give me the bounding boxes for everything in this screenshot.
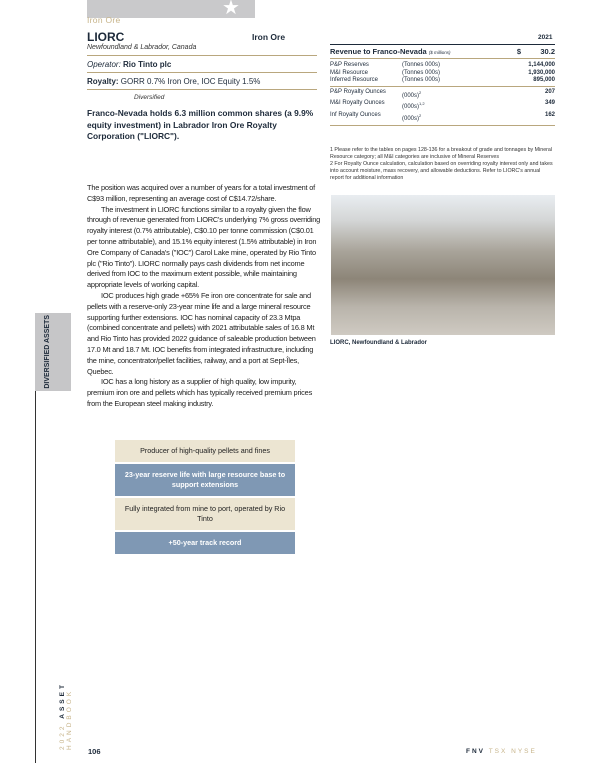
royalty-ounces-group xyxy=(330,87,555,126)
currency: $ xyxy=(516,47,521,56)
royalty-label: Royalty: xyxy=(87,77,119,86)
footnote: 1 Please refer to the tables on pages 128-136 for a breakout of grade and tonnages by Mineral Resource category; all M&I categories are inclusive of Mineral Reserves xyxy=(330,147,553,160)
operator-row xyxy=(87,60,317,69)
reserves-group xyxy=(330,59,555,87)
royalty-row xyxy=(87,77,317,86)
body-text xyxy=(87,183,323,410)
revenue-row xyxy=(330,44,555,59)
table-row xyxy=(330,70,555,78)
table-row xyxy=(330,100,555,112)
category: Diversified xyxy=(134,94,165,101)
feature-item: Producer of high-quality pellets and fines xyxy=(115,440,295,462)
handbook-label: 2022 ASSET HANDBOOK xyxy=(59,682,73,750)
operator-value: Rio Tinto plc xyxy=(123,60,172,69)
row-value: 1,930,000 xyxy=(528,69,555,76)
revenue-unit: ($ millions) xyxy=(428,50,451,55)
section-label: Iron Ore xyxy=(87,15,121,25)
page-title: LIORC xyxy=(87,30,125,44)
row-name: Inferred Resource xyxy=(330,77,379,84)
divider xyxy=(87,89,317,90)
divider xyxy=(87,55,317,56)
row-name: P&P Royalty Ounces xyxy=(330,88,386,95)
row-unit: $(000s)^2$ xyxy=(402,89,422,99)
feature-item: Fully integrated from mine to port, operated by Rio Tinto xyxy=(115,498,295,530)
royalty-value: GORR 0.7% Iron Ore, IOC Equity 1.5% xyxy=(120,77,261,86)
footnote: 2 For Royalty Ounce calculation, calculation based on overriding royalty interest only and takes into account moisture, mass recovery, and allowable deductions. Refer to LIORC's annual report for additional information xyxy=(330,161,553,181)
mine-photo xyxy=(331,195,555,335)
revenue-label: Revenue to Franco-Nevada xyxy=(330,47,427,56)
paragraph: The investment in LIORC functions similar to a royalty given the flow through of revenue generated from LIORC's underlying 7% gross overriding royalty interest (0.7% attributable), C$0.10 per tonne commission (C$0.01 per tonne attributable), and 15.1% equity interest (1.5% attributable) in Iron Ore Company of Canada's ("IOC") Carol Lake mine, operated by Rio Tinto plc ("Rio Tinto"). LIORC normally pays cash dividends from net income derived from IOC to the maximum extent possible, while maintaining appropriate levels of working capital. xyxy=(87,204,321,290)
table-row xyxy=(330,62,555,70)
feature-list xyxy=(115,440,295,556)
row-value: 349 xyxy=(544,100,555,107)
paragraph: IOC produces high grade +65% Fe iron ore concentrate for sale and pellets with a reserve-only 23-year mine life and a large mineral resource supporting further extensions. IOC has nominal capacity of 23.3 Mtpa (combined concentrate and pellets) with 2021 attributable sales of 16.8 Mt and Rio Tinto has provided 2022 guidance of saleable production between 17.0 Mt and 18.7 Mt. IOC benefits from integrated infrastructure, including the mine, concentrator/pellet facilities, railway, and a port at Sept-Îles, Quebec. xyxy=(87,290,316,376)
row-name: M&I Royalty Ounces xyxy=(330,100,385,107)
table-year: 2021 xyxy=(538,34,553,41)
row-name: M&I Resource xyxy=(330,69,369,76)
operator-label: Operator: xyxy=(87,60,121,69)
feature-item: +50-year track record xyxy=(115,532,295,554)
table-row xyxy=(330,112,555,124)
paragraph: IOC has a long history as a supplier of high quality, low impurity, premium iron ore and pellets which has typically received premium prices from the European steel making industry. xyxy=(87,377,313,408)
row-unit: $(000s)^2$ xyxy=(402,112,422,122)
row-name: P&P Reserves xyxy=(330,62,369,68)
location: Newfoundland & Labrador, Canada xyxy=(87,44,197,51)
side-tab-text: DIVERSIFIED ASSETS xyxy=(44,315,51,389)
row-value: 162 xyxy=(544,111,555,118)
row-value: 1,144,000 xyxy=(528,62,555,68)
row-value: 207 xyxy=(544,88,555,95)
side-tab-label xyxy=(35,313,71,391)
row-unit: (Tonnes 000s) xyxy=(402,77,441,84)
row-unit: $(000s)^{1,2}$ xyxy=(402,101,425,111)
feature-item: 23-year reserve life with large resource base to support extensions xyxy=(115,464,295,496)
row-unit: (Tonnes 000s) xyxy=(402,62,441,68)
revenue-value: 30.2 xyxy=(540,47,555,56)
commodity: Iron Ore xyxy=(252,32,286,42)
photo-caption: LIORC, Newfoundland & Labrador xyxy=(330,340,427,346)
row-name: Inf Royalty Ounces xyxy=(330,111,381,118)
row-value: 895,000 xyxy=(533,77,555,84)
paragraph: The position was acquired over a number of years for a total investment of C$93 million, representing an average cost of C$14.72/share. xyxy=(87,183,315,203)
ticker: FNV TSX NYSE xyxy=(466,748,537,755)
revenue-table xyxy=(330,44,555,126)
table-row xyxy=(330,77,555,85)
row-unit: (Tonnes 000s) xyxy=(402,69,441,76)
headline: Franco-Nevada holds 6.3 million common shares (a 9.9% equity investment) in Labrador Iron Ore Royalty Corporation ("LIORC"). xyxy=(87,108,314,141)
star-icon: ★ xyxy=(222,0,240,19)
footnotes xyxy=(330,147,555,182)
divider xyxy=(87,72,317,73)
table-row xyxy=(330,89,555,101)
page-number: 106 xyxy=(88,747,101,756)
